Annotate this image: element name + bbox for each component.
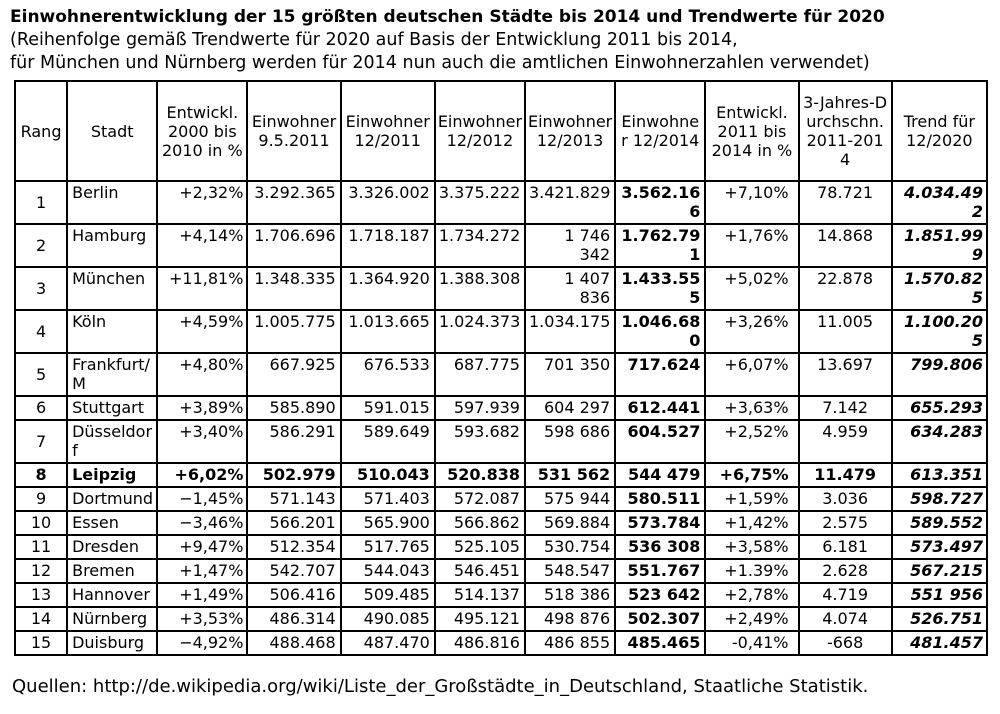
cell-einwohner-2013-12: 498 876 <box>525 607 615 631</box>
cell-stadt: Duisburg <box>67 631 157 655</box>
cell-entwicklung-2011-2014: +2,78% <box>705 583 798 607</box>
cell-einwohner-2011-12: 510.043 <box>341 463 435 487</box>
cell-einwohner-2014-12: 502.307 <box>615 607 705 631</box>
cell-einwohner-2011-12: 589.649 <box>341 420 435 463</box>
cell-einwohner-2011-12: 1.718.187 <box>341 224 435 267</box>
cell-einwohner-2013-12: 1 407 836 <box>525 267 615 310</box>
cell-einwohner-2011-05: 542.707 <box>247 559 340 583</box>
cell-trend-2020: 526.751 <box>892 607 987 631</box>
table-row <box>15 463 987 487</box>
cell-einwohner-2014-12: 551.767 <box>615 559 705 583</box>
cell-durchschnitt: 4.719 <box>799 583 892 607</box>
cell-einwohner-2014-12: 485.465 <box>615 631 705 655</box>
cell-entwicklung-2011-2014: +3,58% <box>705 535 798 559</box>
cell-einwohner-2011-05: 667.925 <box>247 353 340 396</box>
cell-einwohner-2012-12: 495.121 <box>435 607 525 631</box>
cell-einwohner-2011-05: 1.706.696 <box>247 224 340 267</box>
cell-einwohner-2011-12: 544.043 <box>341 559 435 583</box>
cell-trend-2020: 799.806 <box>892 353 987 396</box>
cell-entwicklung-2000-2010: +6,02% <box>157 463 247 487</box>
cell-einwohner-2014-12: 1.762.791 <box>615 224 705 267</box>
cell-entwicklung-2000-2010: −1,45% <box>157 487 247 511</box>
cell-trend-2020: 481.457 <box>892 631 987 655</box>
cell-entwicklung-2000-2010: +4,14% <box>157 224 247 267</box>
table-row <box>15 583 987 607</box>
cell-einwohner-2013-12: 3.421.829 <box>525 181 615 224</box>
cell-einwohner-2011-05: 585.890 <box>247 396 340 420</box>
cell-einwohner-2011-12: 509.485 <box>341 583 435 607</box>
column-header-durchschnitt: 3-Jahres-Durchschn. 2011-2014 <box>799 81 892 181</box>
cell-einwohner-2011-12: 1.013.665 <box>341 310 435 353</box>
cell-trend-2020: 1.570.825 <box>892 267 987 310</box>
cell-entwicklung-2000-2010: +4,80% <box>157 353 247 396</box>
cell-rang: 5 <box>15 353 67 396</box>
cell-stadt: Bremen <box>67 559 157 583</box>
table-row <box>15 353 987 396</box>
cell-rang: 12 <box>15 559 67 583</box>
sources-line: Quellen: http://de.wikipedia.org/wiki/Liste_der_Großstädte_in_Deutschland, Staatliche Statistik. <box>12 676 869 697</box>
cell-rang: 8 <box>15 463 67 487</box>
cell-trend-2020: 634.283 <box>892 420 987 463</box>
cell-einwohner-2012-12: 572.087 <box>435 487 525 511</box>
cell-durchschnitt: 13.697 <box>799 353 892 396</box>
cell-rang: 7 <box>15 420 67 463</box>
cell-einwohner-2012-12: 486.816 <box>435 631 525 655</box>
cell-einwohner-2013-12: 486 855 <box>525 631 615 655</box>
cell-einwohner-2012-12: 597.939 <box>435 396 525 420</box>
population-table <box>14 80 988 656</box>
cell-einwohner-2013-12: 598 686 <box>525 420 615 463</box>
cell-einwohner-2011-05: 488.468 <box>247 631 340 655</box>
cell-stadt: Frankfurt/M <box>67 353 157 396</box>
cell-stadt: Stuttgart <box>67 396 157 420</box>
cell-einwohner-2011-12: 517.765 <box>341 535 435 559</box>
cell-einwohner-2014-12: 3.562.166 <box>615 181 705 224</box>
cell-trend-2020: 1.100.205 <box>892 310 987 353</box>
cell-rang: 13 <box>15 583 67 607</box>
table-body <box>15 181 987 655</box>
cell-einwohner-2012-12: 514.137 <box>435 583 525 607</box>
cell-entwicklung-2011-2014: +5,02% <box>705 267 798 310</box>
cell-einwohner-2013-12: 530.754 <box>525 535 615 559</box>
cell-einwohner-2014-12: 1.046.680 <box>615 310 705 353</box>
table-row <box>15 535 987 559</box>
cell-entwicklung-2000-2010: +1,47% <box>157 559 247 583</box>
cell-entwicklung-2011-2014: +2,52% <box>705 420 798 463</box>
cell-rang: 15 <box>15 631 67 655</box>
cell-einwohner-2012-12: 687.775 <box>435 353 525 396</box>
cell-entwicklung-2011-2014: +6,07% <box>705 353 798 396</box>
cell-trend-2020: 598.727 <box>892 487 987 511</box>
cell-einwohner-2014-12: 536 308 <box>615 535 705 559</box>
cell-einwohner-2011-05: 3.292.365 <box>247 181 340 224</box>
cell-einwohner-2011-05: 1.005.775 <box>247 310 340 353</box>
cell-durchschnitt: -668 <box>799 631 892 655</box>
cell-durchschnitt: 3.036 <box>799 487 892 511</box>
cell-einwohner-2011-05: 566.201 <box>247 511 340 535</box>
cell-einwohner-2011-05: 571.143 <box>247 487 340 511</box>
cell-einwohner-2013-12: 569.884 <box>525 511 615 535</box>
column-header-entwicklung-2011-2014: Entwickl. 2011 bis 2014 in % <box>705 81 798 181</box>
cell-rang: 3 <box>15 267 67 310</box>
table-header <box>15 81 987 181</box>
cell-trend-2020: 589.552 <box>892 511 987 535</box>
cell-einwohner-2011-05: 502.979 <box>247 463 340 487</box>
cell-entwicklung-2000-2010: +4,59% <box>157 310 247 353</box>
cell-entwicklung-2000-2010: +3,89% <box>157 396 247 420</box>
cell-einwohner-2013-12: 604 297 <box>525 396 615 420</box>
cell-entwicklung-2000-2010: +1,49% <box>157 583 247 607</box>
cell-stadt: München <box>67 267 157 310</box>
cell-einwohner-2011-05: 506.416 <box>247 583 340 607</box>
table-row <box>15 511 987 535</box>
cell-entwicklung-2011-2014: -0,41% <box>705 631 798 655</box>
column-header-einwohner-2011-05: Einwohner 9.5.2011 <box>247 81 340 181</box>
cell-einwohner-2013-12: 518 386 <box>525 583 615 607</box>
cell-einwohner-2013-12: 1.034.175 <box>525 310 615 353</box>
cell-durchschnitt: 2.575 <box>799 511 892 535</box>
cell-entwicklung-2000-2010: +9,47% <box>157 535 247 559</box>
cell-einwohner-2012-12: 520.838 <box>435 463 525 487</box>
cell-stadt: Dortmund <box>67 487 157 511</box>
cell-trend-2020: 4.034.492 <box>892 181 987 224</box>
column-header-trend-2020: Trend für 12/2020 <box>892 81 987 181</box>
cell-einwohner-2012-12: 566.862 <box>435 511 525 535</box>
column-header-entwicklung-2000-2010: Entwickl. 2000 bis 2010 in % <box>157 81 247 181</box>
cell-entwicklung-2000-2010: −3,46% <box>157 511 247 535</box>
table-row <box>15 607 987 631</box>
table-row <box>15 310 987 353</box>
table-row <box>15 631 987 655</box>
cell-trend-2020: 573.497 <box>892 535 987 559</box>
cell-einwohner-2012-12: 1.734.272 <box>435 224 525 267</box>
cell-einwohner-2011-12: 3.326.002 <box>341 181 435 224</box>
cell-rang: 14 <box>15 607 67 631</box>
cell-einwohner-2011-12: 487.470 <box>341 631 435 655</box>
cell-rang: 6 <box>15 396 67 420</box>
cell-entwicklung-2011-2014: +1,76% <box>705 224 798 267</box>
cell-stadt: Nürnberg <box>67 607 157 631</box>
cell-entwicklung-2000-2010: −4,92% <box>157 631 247 655</box>
cell-entwicklung-2000-2010: +2,32% <box>157 181 247 224</box>
cell-entwicklung-2011-2014: +7,10% <box>705 181 798 224</box>
cell-entwicklung-2011-2014: +3,63% <box>705 396 798 420</box>
cell-entwicklung-2011-2014: +1,42% <box>705 511 798 535</box>
cell-einwohner-2012-12: 525.105 <box>435 535 525 559</box>
cell-stadt: Düsseldorf <box>67 420 157 463</box>
cell-trend-2020: 655.293 <box>892 396 987 420</box>
table-row <box>15 267 987 310</box>
table-header-row <box>15 81 987 181</box>
cell-stadt: Dresden <box>67 535 157 559</box>
column-header-einwohner-2012-12: Einwohner 12/2012 <box>435 81 525 181</box>
cell-durchschnitt: 4.959 <box>799 420 892 463</box>
cell-durchschnitt: 11.005 <box>799 310 892 353</box>
cell-rang: 11 <box>15 535 67 559</box>
cell-einwohner-2011-12: 676.533 <box>341 353 435 396</box>
cell-rang: 10 <box>15 511 67 535</box>
cell-einwohner-2014-12: 523 642 <box>615 583 705 607</box>
cell-durchschnitt: 6.181 <box>799 535 892 559</box>
column-header-einwohner-2014-12: Einwohner 12/2014 <box>615 81 705 181</box>
cell-durchschnitt: 4.074 <box>799 607 892 631</box>
cell-einwohner-2011-05: 512.354 <box>247 535 340 559</box>
cell-rang: 9 <box>15 487 67 511</box>
cell-entwicklung-2011-2014: +2,49% <box>705 607 798 631</box>
cell-einwohner-2014-12: 580.511 <box>615 487 705 511</box>
cell-einwohner-2013-12: 1 746 342 <box>525 224 615 267</box>
cell-trend-2020: 567.215 <box>892 559 987 583</box>
cell-einwohner-2014-12: 1.433.555 <box>615 267 705 310</box>
cell-rang: 2 <box>15 224 67 267</box>
cell-einwohner-2011-12: 1.364.920 <box>341 267 435 310</box>
cell-einwohner-2014-12: 544 479 <box>615 463 705 487</box>
cell-durchschnitt: 22.878 <box>799 267 892 310</box>
cell-entwicklung-2011-2014: +6,75% <box>705 463 798 487</box>
page-subtitle-line1: (Reihenfolge gemäß Trendwerte für 2020 auf Basis der Entwicklung 2011 bis 2014, <box>10 30 738 50</box>
cell-rang: 4 <box>15 310 67 353</box>
cell-trend-2020: 1.851.999 <box>892 224 987 267</box>
cell-einwohner-2013-12: 575 944 <box>525 487 615 511</box>
cell-einwohner-2012-12: 546.451 <box>435 559 525 583</box>
cell-durchschnitt: 2.628 <box>799 559 892 583</box>
cell-stadt: Essen <box>67 511 157 535</box>
cell-einwohner-2011-12: 571.403 <box>341 487 435 511</box>
cell-einwohner-2013-12: 548.547 <box>525 559 615 583</box>
cell-stadt: Leipzig <box>67 463 157 487</box>
table-row <box>15 181 987 224</box>
cell-trend-2020: 551 956 <box>892 583 987 607</box>
cell-einwohner-2012-12: 3.375.222 <box>435 181 525 224</box>
cell-stadt: Hamburg <box>67 224 157 267</box>
cell-einwohner-2011-12: 490.085 <box>341 607 435 631</box>
cell-durchschnitt: 11.479 <box>799 463 892 487</box>
cell-einwohner-2014-12: 604.527 <box>615 420 705 463</box>
cell-einwohner-2011-05: 586.291 <box>247 420 340 463</box>
cell-entwicklung-2011-2014: +1.39% <box>705 559 798 583</box>
column-header-rang: Rang <box>15 81 67 181</box>
cell-stadt: Hannover <box>67 583 157 607</box>
cell-einwohner-2011-05: 486.314 <box>247 607 340 631</box>
cell-entwicklung-2000-2010: +3,53% <box>157 607 247 631</box>
cell-einwohner-2011-12: 591.015 <box>341 396 435 420</box>
cell-einwohner-2012-12: 1.388.308 <box>435 267 525 310</box>
cell-entwicklung-2000-2010: +3,40% <box>157 420 247 463</box>
cell-einwohner-2013-12: 701 350 <box>525 353 615 396</box>
cell-einwohner-2011-12: 565.900 <box>341 511 435 535</box>
table-row <box>15 559 987 583</box>
cell-durchschnitt: 78.721 <box>799 181 892 224</box>
cell-einwohner-2012-12: 1.024.373 <box>435 310 525 353</box>
cell-einwohner-2014-12: 612.441 <box>615 396 705 420</box>
table-row <box>15 224 987 267</box>
cell-stadt: Berlin <box>67 181 157 224</box>
page-title: Einwohnerentwicklung der 15 größten deutschen Städte bis 2014 und Trendwerte für 2020 <box>10 7 885 27</box>
column-header-einwohner-2011-12: Einwohner 12/2011 <box>341 81 435 181</box>
cell-einwohner-2014-12: 717.624 <box>615 353 705 396</box>
cell-durchschnitt: 14.868 <box>799 224 892 267</box>
cell-stadt: Köln <box>67 310 157 353</box>
cell-einwohner-2012-12: 593.682 <box>435 420 525 463</box>
column-header-stadt: Stadt <box>67 81 157 181</box>
cell-durchschnitt: 7.142 <box>799 396 892 420</box>
column-header-einwohner-2013-12: Einwohner 12/2013 <box>525 81 615 181</box>
table-row <box>15 420 987 463</box>
cell-einwohner-2011-05: 1.348.335 <box>247 267 340 310</box>
cell-rang: 1 <box>15 181 67 224</box>
page-subtitle-line2: für München und Nürnberg werden für 2014 nun auch die amtlichen Einwohnerzahlen verwendet) <box>10 53 870 73</box>
cell-trend-2020: 613.351 <box>892 463 987 487</box>
table-row <box>15 396 987 420</box>
cell-entwicklung-2011-2014: +1,59% <box>705 487 798 511</box>
table-row <box>15 487 987 511</box>
cell-entwicklung-2000-2010: +11,81% <box>157 267 247 310</box>
cell-einwohner-2014-12: 573.784 <box>615 511 705 535</box>
cell-einwohner-2013-12: 531 562 <box>525 463 615 487</box>
cell-entwicklung-2011-2014: +3,26% <box>705 310 798 353</box>
